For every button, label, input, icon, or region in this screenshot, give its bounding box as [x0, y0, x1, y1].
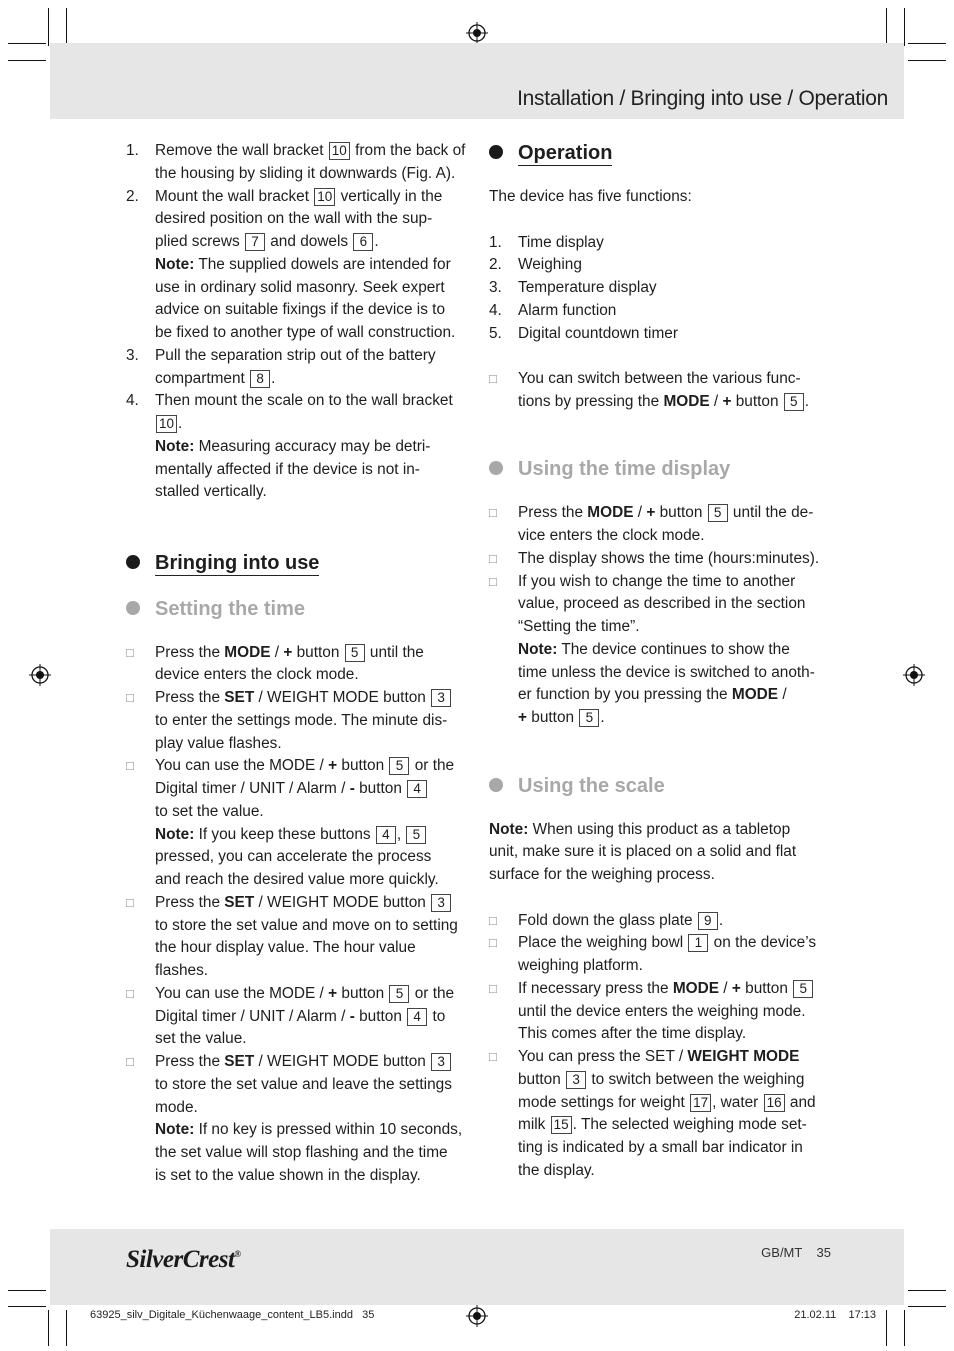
part-number-box: 3: [566, 1071, 586, 1089]
list-item: [489, 323, 834, 346]
text-line: the display.: [518, 1161, 595, 1179]
text-line: Digital timer / UNIT / Alarm / - button 4: [155, 778, 471, 801]
text-line: The display shows the time (hours:minutes).: [518, 549, 820, 567]
scale-list: [489, 910, 834, 1183]
list-number: 5.: [489, 324, 502, 342]
text-line: Remove the wall bracket 10 from the back of: [155, 142, 466, 159]
part-number-box: 5: [784, 393, 804, 411]
text-line: Digital countdown timer: [518, 324, 678, 342]
list-item: [126, 186, 471, 345]
text-line: Then mount the scale on to the wall bracket 10 .: [155, 392, 453, 432]
text-line: surface for the weighing process.: [489, 866, 715, 883]
crop-mark: [908, 43, 946, 44]
part-number-box: 10: [156, 415, 177, 433]
part-number-box: 5: [406, 826, 426, 844]
text-line: If necessary press the MODE / + button 5: [518, 978, 834, 1001]
text-line: Note: If you keep these buttons 4 , 5: [155, 824, 471, 847]
crop-mark: [48, 8, 49, 46]
list-item: [489, 300, 834, 323]
text-line: Note: When using this product as a tabletop: [489, 820, 791, 838]
text-line: desired position on the wall with the sup-: [155, 210, 433, 228]
checkbox-bullet-icon: □: [489, 550, 497, 566]
text-line: compartment 8 .: [155, 369, 276, 387]
crop-mark: [66, 8, 67, 46]
list-number: 4.: [489, 301, 502, 319]
section-heading: Operation: [489, 140, 834, 166]
bullet-dot-icon: [489, 778, 503, 792]
slug-file-info: 63925_silv_Digitale_Küchenwaage_content_LB5.indd 35: [90, 1309, 375, 1321]
text-line: Time display: [518, 233, 604, 251]
page-number: GB/MT 35: [761, 1245, 831, 1260]
text-line: the hour display value. The hour value flashes.: [155, 939, 416, 979]
bold-text: Note:: [518, 640, 558, 658]
bullet-dot-icon: [126, 555, 140, 569]
text-line: Place the weighing bowl 1 on the device’s: [518, 934, 817, 952]
checkbox-bullet-icon: □: [126, 894, 134, 910]
text-line: Note: The device continues to show the: [518, 640, 790, 658]
text-line: advice on suitable fixings if the device is to: [155, 301, 446, 319]
text-line: Press the MODE / + button 5 until the: [155, 643, 424, 661]
list-item: [126, 892, 471, 983]
text-line: Digital timer / UNIT / Alarm / - button 4 to: [155, 1007, 446, 1025]
list-item: [489, 910, 834, 933]
text-line: the housing by sliding it downwards (Fig. A).: [155, 164, 456, 182]
part-number-box: 5: [345, 644, 365, 662]
text-line: to store the set value and leave the settings: [155, 1075, 452, 1093]
crop-mark: [886, 8, 887, 46]
list-item: [126, 345, 471, 391]
text-line: You can press the SET / WEIGHT MODE: [518, 1048, 800, 1065]
list-number: 2.: [126, 187, 139, 205]
text-line: time unless the device is switched to anoth-: [518, 663, 815, 681]
bold-text: +: [283, 643, 293, 661]
setting-time-list: [126, 642, 471, 1188]
text-line: You can use the MODE / + button 5 or the: [155, 757, 455, 775]
bold-text: Note:: [155, 255, 195, 273]
part-number-box: 9: [698, 912, 718, 930]
time-display-list: [489, 502, 834, 730]
text-line: unit, make sure it is placed on a solid and flat: [489, 843, 797, 861]
list-item: [489, 232, 834, 255]
crop-mark: [8, 60, 46, 61]
text-line: tions by pressing the MODE / + button 5 .: [518, 392, 810, 410]
text-line: the set value will stop flashing and the time: [155, 1144, 448, 1161]
part-number-box: 3: [431, 894, 451, 912]
registration-mark-icon: [466, 22, 488, 44]
switch-item: [489, 368, 834, 414]
text-line: “Setting the time”.: [518, 618, 640, 635]
crop-mark: [8, 43, 46, 44]
section-heading: Bringing into use: [126, 550, 471, 576]
bold-text: SET: [224, 689, 255, 706]
list-item: [126, 755, 471, 892]
bold-text: Note:: [155, 437, 195, 455]
bullet-dot-icon: [489, 145, 503, 159]
text-line: Press the SET / WEIGHT MODE button 3: [155, 892, 471, 915]
header-band: [50, 43, 904, 119]
bullet-dot-icon: [126, 601, 140, 615]
text-line: Mount the wall bracket 10 vertically in the: [155, 187, 443, 205]
bold-text: SET: [224, 1053, 255, 1070]
text-line: play value flashes.: [155, 734, 282, 752]
part-number-box: 4: [376, 826, 396, 844]
text-line: Pull the separation strip out of the battery: [155, 346, 436, 364]
list-item: [489, 254, 834, 277]
registration-mark-icon: [466, 1305, 488, 1327]
text-line: until the device enters the weighing mode.: [518, 1002, 806, 1020]
part-number-box: 5: [793, 980, 813, 998]
operation-intro: The device has five functions:: [489, 188, 692, 205]
text-line: You can switch between the various func-: [518, 370, 801, 387]
part-number-box: 5: [389, 985, 409, 1003]
list-item: [489, 1046, 834, 1183]
list-item: [126, 983, 471, 1051]
bold-text: +: [731, 979, 741, 997]
subsection-heading: Using the time display: [489, 456, 834, 482]
page-title: Installation / Bringing into use / Operation: [517, 87, 888, 110]
text-line: Alarm function: [518, 301, 617, 319]
checkbox-bullet-icon: □: [126, 1054, 134, 1069]
text-line: plied screws 7 and dowels 6 .: [155, 233, 379, 250]
part-number-box: 4: [407, 780, 427, 798]
crop-mark: [886, 1310, 887, 1346]
bold-text: SET: [224, 893, 255, 911]
text-line: Press the SET / WEIGHT MODE button 3: [155, 687, 471, 710]
crop-mark: [8, 1290, 46, 1291]
bullet-dot-icon: [489, 461, 503, 475]
crop-mark: [908, 60, 946, 61]
bold-text: +: [518, 709, 527, 726]
text-line: button 3 to switch between the weighing: [518, 1070, 805, 1088]
text-line: weighing platform.: [518, 957, 643, 974]
text-line: to store the set value and move on to setting: [155, 916, 458, 934]
list-item: [126, 1051, 471, 1188]
crop-mark: [908, 1306, 946, 1307]
list-item: [489, 548, 834, 571]
registration-mark-icon: [29, 664, 51, 686]
text-line: Temperature display: [518, 279, 657, 296]
bold-text: Note:: [489, 820, 529, 838]
left-column: [126, 140, 471, 1188]
text-line: pressed, you can accelerate the process: [155, 848, 432, 866]
crop-mark: [904, 8, 905, 46]
checkbox-bullet-icon: □: [126, 690, 134, 705]
text-line: mode.: [155, 1098, 198, 1116]
text-line: Weighing: [518, 256, 582, 274]
checkbox-bullet-icon: □: [126, 985, 134, 1001]
crop-mark: [48, 1310, 49, 1346]
part-number-box: 3: [431, 689, 451, 707]
text-line: to enter the settings mode. The minute dis-: [155, 711, 448, 729]
text-line: Press the SET / WEIGHT MODE button 3: [155, 1051, 471, 1074]
checkbox-bullet-icon: □: [489, 505, 497, 521]
bold-text: Note:: [155, 825, 195, 843]
part-number-box: 8: [250, 370, 270, 388]
brand-logo: SilverCrest®: [126, 1246, 241, 1273]
text-line: set the value.: [155, 1030, 247, 1048]
text-line: Press the MODE / + button 5 until the de-: [518, 504, 814, 522]
part-number-box: 1: [688, 934, 708, 952]
bold-text: WEIGHT MODE: [687, 1048, 800, 1065]
text-line: This comes after the time display.: [518, 1025, 747, 1043]
checkbox-bullet-icon: □: [489, 935, 497, 951]
part-number-box: 10: [329, 142, 350, 160]
text-line: be fixed to another type of wall construction.: [155, 324, 456, 341]
checkbox-bullet-icon: □: [126, 644, 134, 660]
slug-date-time: 21.02.11 17:13: [794, 1309, 876, 1321]
bold-text: -: [349, 780, 355, 797]
text-line: vice enters the clock mode.: [518, 527, 705, 544]
bold-text: MODE: [663, 392, 710, 410]
bold-text: MODE: [224, 643, 271, 661]
text-line: + button 5 .: [518, 709, 605, 726]
bold-text: +: [722, 392, 732, 410]
list-number: 1.: [489, 233, 502, 251]
text-line: to set the value.: [155, 802, 264, 820]
bold-text: -: [349, 1007, 355, 1025]
part-number-box: 15: [551, 1116, 572, 1134]
part-number-box: 5: [579, 709, 599, 727]
bold-text: +: [328, 757, 338, 775]
text-line: use in ordinary solid masonry. Seek expert: [155, 278, 445, 296]
text-line: Fold down the glass plate 9 .: [518, 911, 724, 929]
crop-mark: [908, 1290, 946, 1291]
part-number-box: 16: [764, 1094, 785, 1112]
text-line: stalled vertically.: [155, 483, 267, 501]
checkbox-bullet-icon: □: [489, 1049, 497, 1064]
list-number: 2.: [489, 256, 502, 274]
bold-text: +: [328, 984, 338, 1002]
list-number: 1.: [126, 142, 139, 159]
text-line: Note: If no key is pressed within 10 seconds,: [155, 1121, 463, 1139]
part-number-box: 7: [245, 233, 265, 251]
scale-note: [489, 819, 834, 887]
checkbox-bullet-icon: □: [489, 371, 497, 386]
crop-mark: [8, 1306, 46, 1307]
list-item: [489, 978, 834, 1046]
right-column: [489, 140, 834, 1183]
list-item: [126, 642, 471, 688]
text-line: is set to the value shown in the display.: [155, 1166, 421, 1184]
bold-text: MODE: [672, 979, 720, 997]
checkbox-bullet-icon: □: [489, 573, 497, 589]
subsection-heading: Setting the time: [126, 596, 471, 622]
text-line: You can use the MODE / + button 5 or the: [155, 984, 455, 1002]
bold-text: MODE: [587, 504, 634, 522]
text-line: mentally affected if the device is not in-: [155, 460, 420, 478]
text-line: Note: The supplied dowels are intended for: [155, 255, 451, 273]
list-item: [126, 140, 471, 186]
text-line: milk 15 . The selected weighing mode set-: [518, 1116, 807, 1134]
list-item: [126, 687, 471, 755]
part-number-box: 3: [431, 1053, 451, 1071]
part-number-box: 6: [353, 233, 373, 251]
subsection-heading: Using the scale: [489, 773, 834, 799]
checkbox-bullet-icon: □: [489, 912, 497, 928]
list-item: [489, 932, 834, 978]
footer-band: [50, 1229, 904, 1305]
list-item: [489, 368, 834, 414]
text-line: device enters the clock mode.: [155, 666, 359, 684]
list-item: [489, 571, 834, 730]
checkbox-bullet-icon: □: [489, 980, 497, 996]
list-number: 4.: [126, 392, 139, 410]
bold-text: Note:: [155, 1121, 195, 1139]
list-item: [489, 277, 834, 300]
list-number: 3.: [489, 279, 502, 296]
text-line: mode settings for weight 17 , water 16 and: [518, 1093, 816, 1111]
list-number: 3.: [126, 346, 139, 364]
checkbox-bullet-icon: □: [126, 758, 134, 774]
part-number-box: 4: [407, 1008, 427, 1026]
bold-text: MODE: [731, 686, 779, 704]
text-line: If you wish to change the time to another: [518, 572, 796, 590]
part-number-box: 10: [314, 188, 335, 206]
part-number-box: 5: [708, 504, 728, 522]
text-line: er function by you pressing the MODE /: [518, 686, 787, 704]
part-number-box: 17: [690, 1094, 711, 1112]
text-line: value, proceed as described in the section: [518, 595, 806, 613]
part-number-box: 5: [389, 757, 409, 775]
text-line: ting is indicated by a small bar indicator in: [518, 1139, 803, 1156]
text-line: and reach the desired value more quickly.: [155, 871, 439, 888]
list-item: [489, 502, 834, 548]
crop-mark: [66, 1310, 67, 1346]
text-line: Note: Measuring accuracy may be detri-: [155, 437, 431, 455]
functions-list: [489, 232, 834, 346]
bold-text: +: [646, 504, 656, 522]
registration-mark-icon: [903, 664, 925, 686]
crop-mark: [904, 1310, 905, 1346]
installation-steps: [126, 140, 471, 504]
list-item: [126, 390, 471, 504]
